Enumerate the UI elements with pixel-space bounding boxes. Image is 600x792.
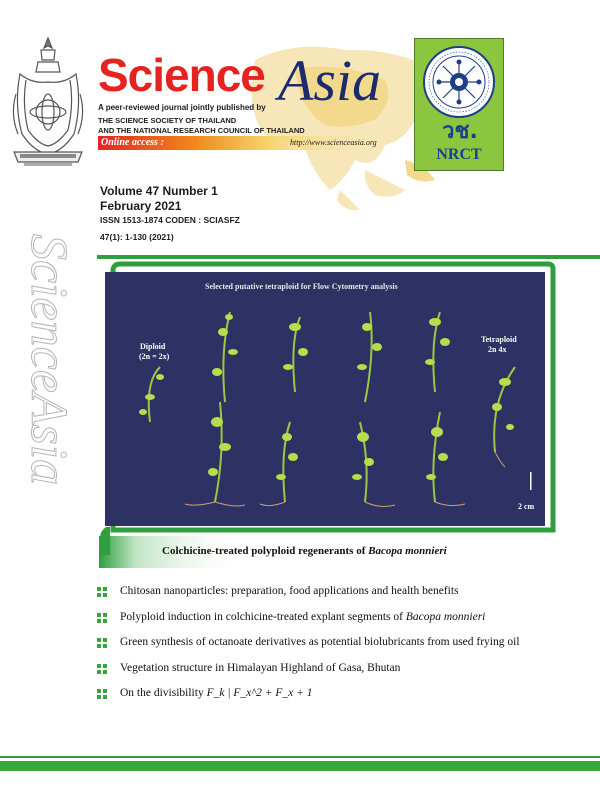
- list-item[interactable]: [95, 686, 595, 704]
- photo-title: Selected putative tetraploid for Flow Cytometry analysis: [205, 282, 398, 291]
- scale-bar-label: 2 cm: [518, 502, 535, 511]
- article-title: Green synthesis of octanoate derivatives as potential biolubricants from used frying oil: [120, 636, 520, 648]
- caption-species: Bacopa monnieri: [368, 545, 447, 557]
- bullet-grid-icon: [97, 587, 107, 597]
- bullet-grid-icon: [97, 689, 107, 699]
- journal-tagline: A peer-reviewed journal jointly published by: [98, 103, 266, 112]
- article-title: [120, 610, 485, 624]
- issue-issn: ISSN 1513-1874 CODEN : SCIASFZ: [100, 215, 240, 225]
- publisher-line-2: AND THE NATIONAL RESEARCH COUNCIL OF THAILAND: [98, 126, 305, 135]
- article-formula: F_k | F_x^2 + F_x + 1: [206, 687, 313, 699]
- bullet-grid-icon: [97, 664, 107, 674]
- bottom-divider: [0, 756, 600, 758]
- cover-caption: [162, 545, 447, 558]
- online-access-url[interactable]: http://www.scienceasia.org: [290, 138, 377, 147]
- bottom-bar: [0, 761, 600, 771]
- tetraploid-ploidy: 2n 4x: [488, 345, 507, 354]
- article-title: Vegetation structure in Himalayan Highland of Gasa, Bhutan: [120, 662, 401, 674]
- list-item[interactable]: [95, 661, 595, 677]
- publisher-line-1: THE SCIENCE SOCIETY OF THAILAND: [98, 116, 237, 125]
- article-title-species: Bacopa monnieri: [405, 611, 486, 623]
- article-title: Chitosan nanoparticles: preparation, food applications and health benefits: [120, 585, 459, 597]
- bacopa-plants-image: [105, 272, 545, 526]
- list-item[interactable]: [95, 635, 595, 651]
- diploid-ploidy: (2n = 2x): [139, 352, 170, 361]
- nrct-label: NRCT: [436, 146, 482, 163]
- bullet-grid-icon: [97, 613, 107, 623]
- bullet-grid-icon: [97, 638, 107, 648]
- science-society-crest-logo: [8, 34, 88, 170]
- article-title-text: Polyploid induction in colchicine-treated explant segments of: [120, 611, 406, 623]
- online-access-label: Online access :: [101, 137, 164, 148]
- journal-title-asia: Asia: [278, 48, 382, 113]
- article-title: [120, 686, 313, 700]
- vertical-title-text: ScienceAsia: [20, 234, 77, 486]
- list-item[interactable]: [95, 584, 595, 600]
- journal-title-science: Science: [98, 49, 265, 101]
- tetraploid-label: Tetraploid: [481, 335, 517, 344]
- issue-date: February 2021: [100, 199, 182, 213]
- nrct-thai-abbrev: วช.: [442, 119, 478, 144]
- caption-prefix: Colchicine-treated polyploid regenerants of: [162, 545, 369, 557]
- nrct-emblem-icon: [421, 44, 497, 120]
- issue-volume: Volume 47 Number 1: [100, 184, 218, 198]
- issue-pages: 47(1): 1-130 (2021): [100, 232, 174, 242]
- diploid-label: Diploid: [140, 342, 166, 351]
- list-item[interactable]: [95, 610, 595, 626]
- article-title-text: On the divisibility: [120, 687, 207, 699]
